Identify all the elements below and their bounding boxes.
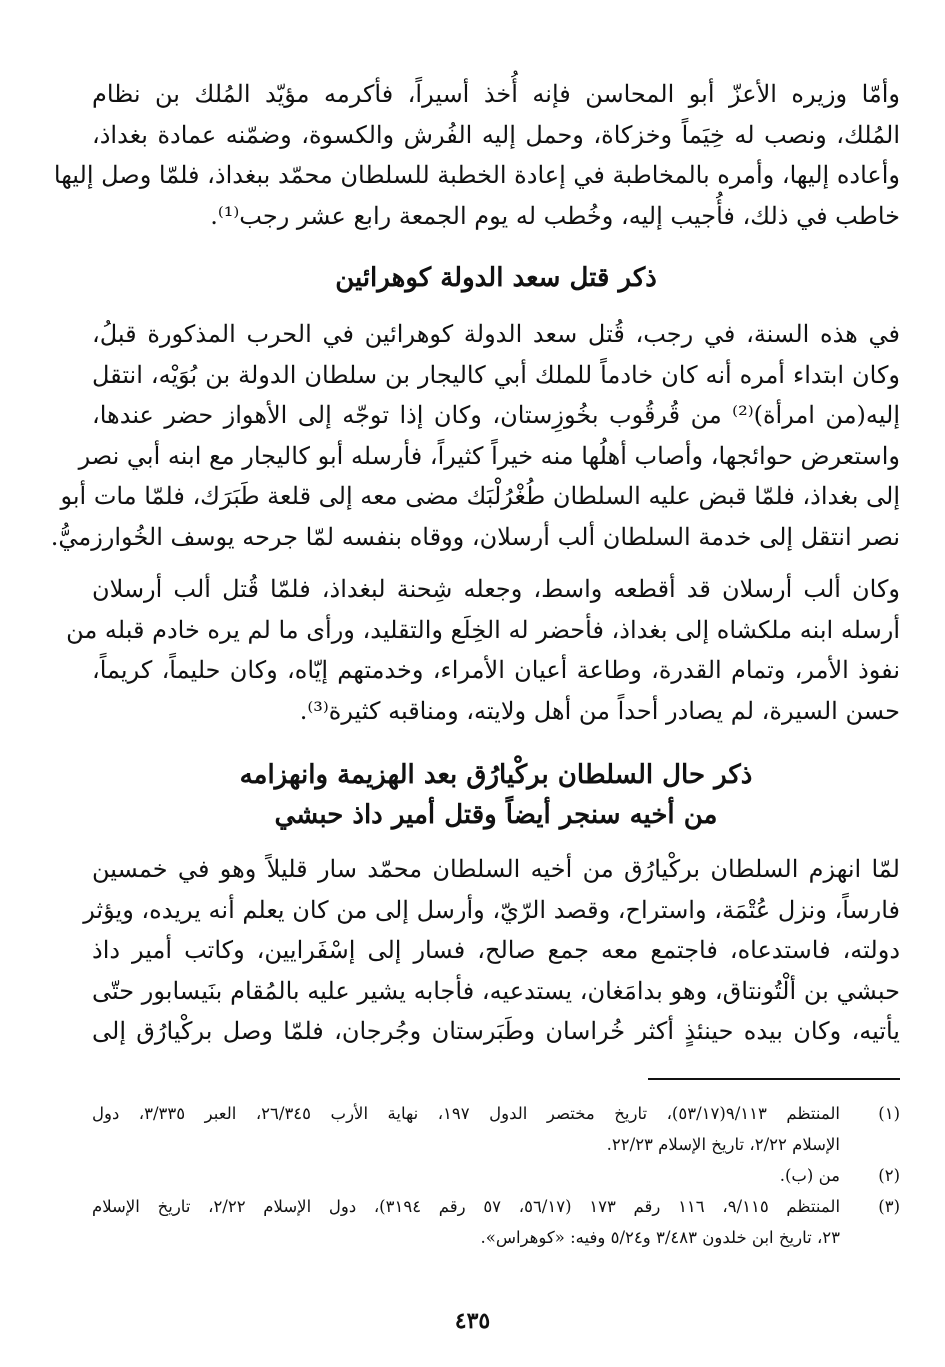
footnote-number: (١) — [878, 1104, 900, 1123]
footnote-line: الإسلام ٢/٢٢، تاريخ الإسلام ٢٢/٢٣. — [606, 1135, 840, 1154]
footnote-1 — [92, 1098, 900, 1160]
section-heading-2-line-1: ذكر حال السلطان بركْيارُق بعد الهزيمة وانهزامه — [239, 760, 753, 790]
text-line: أرسله ابنه ملكشاه إلى بغداذ، فأحضر له الخِلَع والتقليد، ورأى ما لم يره خادم قبله من — [66, 615, 900, 644]
text-line: دولته، فاستدعاه، فاجتمع معه جمع صالح، فسار إلى إسْفَرايين، وكاتب أمير داذ — [92, 936, 900, 964]
text-line: وكان ألب أرسلان قد أقطعه واسط، وجعله شِحنة لبغداذ، فلمّا قُتل ألب أرسلان — [92, 575, 900, 603]
text-line: خاطب في ذلك، فأُجيب إليه، وخُطب له يوم الجمعة رابع عشر رجب⁽¹⁾. — [210, 201, 900, 230]
paragraph-3 — [66, 569, 900, 731]
text-line: فارساً، ونزل عُتْمَة، واستراح، وقصد الرّيّ، وأرسل إلى من كان يعلم أنه يريده، ويؤثر — [83, 895, 900, 924]
footnote-number: (٢) — [878, 1166, 900, 1185]
text-line: إليه(من امرأة)⁽²⁾ من قُرقُوب بخُوزِستان، وكان إذا توجّه إلى الأهواز حضر عندها، — [92, 401, 900, 429]
page-number: ٤٣٥ — [454, 1308, 491, 1334]
section-heading-1: ذكر قتل سعد الدولة كوهرائين — [335, 263, 657, 293]
footnote-3 — [92, 1191, 900, 1253]
text-line: وكان ابتداء أمره أنه كان خادماً للملك أبي كاليجار بن سلطان الدولة بن بُوَيْه، انتقل — [92, 360, 900, 389]
footnote-line: المنتظم ٩/١١٣(٥٣/١٧)، تاريخ مختصر الدول ١٩٧، نهاية الأرب ٢٦/٣٤٥، العبر ٣/٣٣٥، دول — [92, 1104, 840, 1123]
footnote-number: (٣) — [878, 1197, 900, 1216]
page-body — [50, 74, 900, 1052]
text-line: وأعاده إليها، وأمره بالمخاطبة في إعادة الخطبة للسلطان محمّد ببغداذ، فلمّا وصل إليها — [53, 161, 900, 189]
footnote-line: المنتظم ٩/١١٥، ١١٦ رقم ١٧٣ (٥٦/١٧، ٥٧ رقم ٣١٩٤)، دول الإسلام ٢/٢٢، تاريخ الإسلام — [92, 1197, 841, 1216]
text-line: يأتيه، وكان بيده حينئذٍ أكثر خُراسان وطَبَرستان وجُرجان، فلمّا وصل بركْيارُق إلى — [92, 1017, 900, 1045]
text-line: حبشي بن ألْتُونتاق، وهو بدامَغان، يستدعيه، فأجابه يشير عليه بالمُقام بنَيسابور حتّى — [92, 976, 900, 1005]
footnote-line: من (ب). — [779, 1166, 840, 1185]
text-line: لمّا انهزم السلطان بركْيارُق من أخيه السلطان محمّد سار قليلاً وهو في خمسين — [92, 855, 900, 883]
text-line: إلى بغداذ، فلمّا قبض عليه السلطان طُغْرُلْبَك مضى معه إلى قلعة طَبَرَك، فلمّا مات أبو — [60, 482, 900, 510]
paragraph-1 — [53, 74, 900, 236]
text-line: المُلك، ونصب له خِيَماً وخزكاة، وحمل إليه الفُرش والكسوة، وضمّنه عمادة بغداذ، — [92, 120, 900, 149]
footnote-2 — [92, 1160, 900, 1191]
section-heading-2 — [92, 755, 900, 835]
text-line: واستعرض حوائجها، وأصاب أهلُها منه خيراً كثيراً، فأرسله أبو كاليجار مع ابنه أبي نصر — [78, 441, 900, 470]
section-heading-2-line-2: من أخيه سنجر أيضاً وقتل أمير داذ حبشي — [274, 800, 718, 830]
text-line: نصر انتقل إلى خدمة السلطان ألب أرسلان، ووقاه بنفسه لمّا جرحه يوسف الخُوارزميُّ. — [50, 522, 900, 551]
footnote-line: ٢٣، تاريخ ابن خلدون ٣/٤٨٣ و٥/٢٤ وفيه: «كوهراس». — [480, 1228, 840, 1247]
footnotes — [92, 1098, 900, 1253]
paragraph-4 — [83, 849, 900, 1052]
text-line: في هذه السنة، في رجب، قُتل سعد الدولة كوهرائين في الحرب المذكورة قبلُ، — [92, 320, 900, 348]
text-line: نفوذ الأمر، وتمام القدرة، وطاعة أعيان الأمراء، وخدمتهم إيّاه، وكان حليماً، كريماً، — [92, 656, 900, 684]
footnote-separator — [648, 1078, 900, 1080]
paragraph-2 — [50, 314, 900, 557]
text-line: وأمّا وزيره الأعزّ أبو المحاسن فإنه أُخذ أسيراً، فأكرمه مؤيّد المُلك بن نظام — [92, 80, 900, 108]
text-line: حسن السيرة، لم يصادر أحداً من أهل ولايته، ومناقبه كثيرة⁽³⁾. — [299, 696, 900, 725]
